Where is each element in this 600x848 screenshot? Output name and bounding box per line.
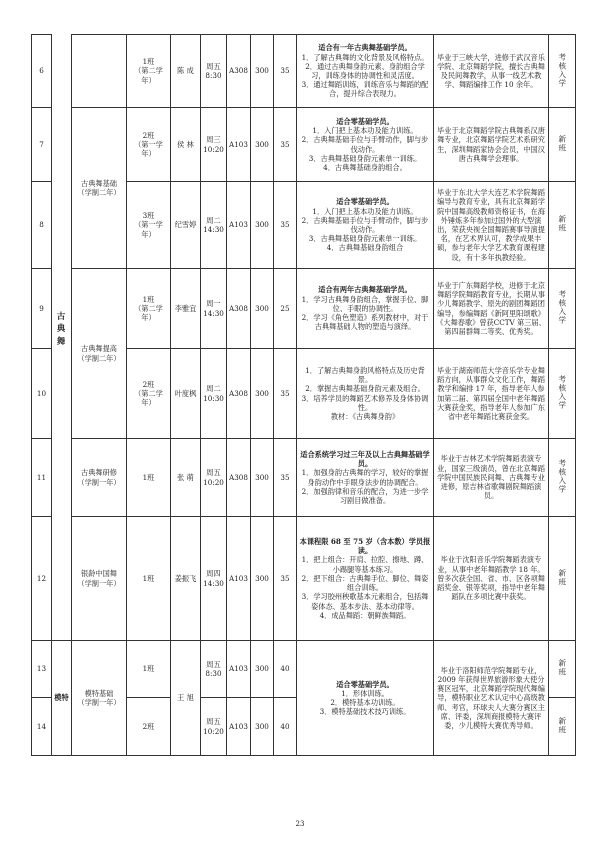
- description-line: 2．学习《角色塑造》系列教材中，对于古典舞基础人物的塑造与演绎。: [301, 313, 429, 332]
- description-cell: [297, 269, 434, 349]
- course-table: [31, 34, 576, 756]
- description-line: 3．通过舞蹈训练，训练音乐与舞蹈的配合，提升综合表现力。: [301, 80, 429, 99]
- table-row: [32, 35, 576, 108]
- description-line: 3．培养学员的舞蹈艺术修养及身体协调性。: [301, 393, 429, 412]
- description-cell: [297, 517, 434, 641]
- status-cell: [549, 35, 576, 108]
- category-label: [53, 311, 69, 348]
- time-hour: 14:30: [203, 308, 224, 318]
- description-line: 2．掌握古典舞基础身韵元素及组合。: [305, 384, 425, 394]
- class-name: 2班: [142, 130, 155, 140]
- course-duration: （学制二年）: [77, 353, 121, 363]
- time-cell: [201, 698, 227, 756]
- time-cell: [201, 108, 227, 182]
- class-year: （第二学年）: [134, 303, 163, 323]
- course-duration: （学制一年）: [77, 477, 121, 487]
- time-day: 周五: [206, 717, 221, 727]
- count-cell: 35: [274, 439, 297, 517]
- course-name: 古典舞研修: [81, 468, 117, 478]
- description-line: 1．加强身韵古典舞的学习，较好的掌握身韵动作中手眼身法步的协调配合。: [301, 468, 429, 487]
- count-cell: 35: [274, 35, 297, 108]
- status-cell: [549, 439, 576, 517]
- description-line: 1．了解古典舞身韵风格特点及历史背景。: [305, 365, 425, 385]
- course-cell: [72, 641, 127, 756]
- description-line: 适合零基础学员。: [336, 116, 394, 126]
- room-cell: A103: [227, 641, 251, 698]
- time-hour: 8:30: [205, 669, 222, 678]
- teacher-cell: 陈 成: [171, 35, 201, 108]
- class-cell: [127, 641, 171, 698]
- row-number: 9: [32, 269, 52, 349]
- description-line: 适合零基础学员。: [336, 197, 394, 207]
- status-label: 新班: [557, 716, 567, 734]
- class-name: 1班: [142, 573, 155, 583]
- count-cell: 35: [274, 182, 297, 269]
- description-line: 4．古典舞基础身韵组合。: [323, 162, 407, 172]
- teacher-bio-cell: 毕业于广东舞蹈学校，进修于北京舞蹈学院舞蹈教育专业，长期从事少儿舞蹈教学、原先的剧团舞蹈团编导，参编舞蹈《新阿里阳颂歌》《大舞春歌》曾获CCTV 第三届、第四届群舞二等奖、优秀奖。: [434, 269, 549, 349]
- class-year: （第一学年）: [134, 220, 163, 239]
- fee-cell: 300: [251, 698, 274, 756]
- time-hour: 14:30: [203, 578, 224, 588]
- course-duration: （学制一年）: [77, 578, 121, 588]
- room-cell: A308: [227, 269, 251, 349]
- class-cell: [127, 698, 171, 756]
- status-label: 新班: [557, 134, 567, 152]
- description-line: 2．古典舞基础手位与手臂动作，脚与步伐动作。: [301, 215, 429, 234]
- status-label: 考核入学: [557, 52, 567, 88]
- description-line: 1．把上组合：开肩、拉腔、擦地、蹲、小踢腿等基本练习。: [301, 555, 429, 574]
- category-cell: [52, 641, 72, 756]
- description-cell: [297, 439, 434, 517]
- class-name: 1班: [142, 294, 155, 304]
- description-cell: [297, 108, 434, 182]
- description-line: 1．学习古典舞身韵组合，掌握手位、脚位、手眼的协调性。: [301, 294, 429, 313]
- time-hour: 10:20: [203, 144, 224, 154]
- description-line: 2．把下组合：古典舞手位、脚位、舞姿组合训练。: [301, 573, 429, 593]
- status-cell: [549, 517, 576, 641]
- class-cell: [127, 439, 171, 517]
- time-day: 周五: [206, 468, 221, 478]
- description-line: 2．古典舞基础手位与手臂动作，脚与步伐动作。: [301, 135, 429, 154]
- course-duration: （学制二年）: [77, 188, 121, 197]
- status-label: 新班: [557, 568, 567, 586]
- count-cell: 40: [274, 698, 297, 756]
- fee-cell: 300: [251, 269, 274, 349]
- description-cell: [297, 641, 434, 756]
- description-line: 适合有一年古典舞基础学员。: [318, 43, 412, 53]
- category-label: 模特: [54, 693, 69, 703]
- fee-cell: 300: [251, 182, 274, 269]
- teacher-bio-cell: 毕业于湖南师范大学音乐学专业舞蹈方向，从事群众文化工作，舞蹈教学和编排 17 年，指导老年人参加第二届、第四届全国中老年舞蹈大赛获金奖，指导老年人参加广东省中老年舞蹈比赛获金奖。: [434, 349, 549, 439]
- time-day: 周一: [206, 299, 221, 309]
- room-cell: A103: [227, 698, 251, 756]
- status-cell: [549, 349, 576, 439]
- description-line: 1．形体训练。: [341, 688, 389, 698]
- status-label: 考核入学: [557, 290, 567, 325]
- table-row: [32, 439, 576, 517]
- time-cell: [201, 35, 227, 108]
- status-cell: [549, 182, 576, 269]
- count-cell: 25: [274, 269, 297, 349]
- class-cell: [127, 108, 171, 182]
- status-label: 考核入学: [557, 459, 567, 494]
- room-cell: A103: [227, 182, 251, 269]
- row-number: 13: [32, 641, 52, 698]
- row-number: 8: [32, 182, 52, 269]
- class-year: （第一学年）: [134, 139, 163, 159]
- teacher-cell: 王 旭: [171, 641, 201, 756]
- time-day: 周二: [206, 384, 221, 394]
- course-cell: [72, 108, 127, 269]
- teacher-bio-cell: 毕业于洛阳师范学院舞蹈专业，2009 年获得世界旅游形象大使分赛区冠军，北京舞蹈学院现代舞编导，模特职业艺术认定中心高级教师、考官，环球夫人大赛分赛区主席、评委，深圳商报模特大赛评委，少儿模特大赛优秀导师。: [434, 641, 549, 756]
- fee-cell: 300: [251, 439, 274, 517]
- description-cell: [297, 349, 434, 439]
- time-cell: [201, 349, 227, 439]
- time-hour: 14:30: [203, 225, 224, 234]
- class-year: （第二学年）: [134, 66, 163, 85]
- time-day: 周五: [206, 61, 221, 71]
- time-hour: 10:20: [203, 726, 224, 736]
- description-line: 适合零基础学员。: [336, 679, 394, 689]
- class-cell: [127, 269, 171, 349]
- status-cell: [549, 108, 576, 182]
- fee-cell: 300: [251, 349, 274, 439]
- room-cell: A103: [227, 517, 251, 641]
- description-line: 3．模特基础技术技巧训练。: [319, 707, 411, 717]
- class-cell: [127, 517, 171, 641]
- description-line: 1．入门把上基本功及能力训练。: [312, 206, 418, 216]
- table-row: [32, 269, 576, 349]
- time-cell: [201, 182, 227, 269]
- row-number: 11: [32, 439, 52, 517]
- status-label: 考核入学: [557, 375, 567, 410]
- row-number: 7: [32, 108, 52, 182]
- course-name: 银龄中国舞: [81, 569, 117, 579]
- teacher-cell: 姜振飞: [171, 517, 201, 641]
- teacher-bio-cell: 毕业于吉林艺术学院舞蹈表演专业，国家三级演员，曾在北京舞蹈学院中国民族民间舞、古典舞专业进修，原吉林省歌舞剧院舞蹈演员。: [434, 439, 549, 517]
- table-row: [32, 641, 576, 698]
- class-name: 1班: [142, 664, 155, 674]
- class-year: （第二学年）: [134, 388, 163, 408]
- course-cell: [72, 35, 127, 108]
- description-cell: [297, 182, 434, 269]
- row-number: 14: [32, 698, 52, 756]
- page-number: 23: [295, 820, 305, 828]
- description-line: 2．加强韵律和音乐的配合，为进一步学习剧目做准备。: [301, 486, 429, 505]
- course-duration: （学制一年）: [77, 698, 121, 707]
- status-label: 新班: [557, 215, 567, 233]
- status-label: 新班: [557, 659, 567, 677]
- time-day: 周二: [206, 215, 221, 225]
- time-cell: [201, 439, 227, 517]
- course-name: 古典舞提高: [81, 344, 117, 354]
- description-line: 4．成品舞蹈：朝鲜族舞蹈。: [319, 610, 411, 620]
- class-name: 2班: [142, 721, 155, 731]
- class-cell: [127, 182, 171, 269]
- status-cell: [549, 269, 576, 349]
- description-line: 2．模特基本功训练。: [330, 698, 400, 707]
- course-cell: [72, 439, 127, 517]
- room-cell: A103: [227, 108, 251, 182]
- teacher-bio-cell: 毕业于东北大学大连艺术学院舞蹈编导与教育专业，具有北京舞蹈学院中国舞高级教师资格证书，在海外锤炼多年参加过国外的大型演出，荣获央视全国舞蹈赛事导演提名，在艺术界认可，教学成果丰硕，参与老年大学艺术教育课程建设，有十多年执教经验。: [434, 182, 549, 269]
- description-line: 3．学习胶州秧歌基本元素组合，包括舞姿体态、基本步法、基本动律等。: [301, 592, 429, 611]
- time-day: 周四: [206, 569, 221, 579]
- table-row: [32, 517, 576, 641]
- description-line: 3．古典舞基础身韵元素单一训练。: [308, 234, 422, 244]
- description-line: 本课程限 68 至 75 岁（含本数）学员报读。: [299, 537, 431, 556]
- class-name: 1班: [142, 57, 155, 67]
- description-line: 教材：《古典舞身韵》: [330, 411, 400, 421]
- course-cell: [72, 517, 127, 641]
- description-line: 适合有两年古典舞基础学员。: [318, 285, 412, 295]
- time-cell: [201, 269, 227, 349]
- description-line: 1．了解古典舞的文化背景及风格特点。: [301, 52, 429, 62]
- room-cell: A308: [227, 349, 251, 439]
- course-cell: [72, 269, 127, 439]
- count-cell: 40: [274, 641, 297, 698]
- description-line: 4．古典舞基础身韵组合: [326, 243, 404, 253]
- time-day: 周五: [206, 659, 221, 669]
- description-line: 3．古典舞基础身韵元素单一训练。: [308, 153, 422, 163]
- row-number: 12: [32, 517, 52, 641]
- count-cell: 35: [274, 517, 297, 641]
- teacher-cell: 叶度枫: [171, 349, 201, 439]
- room-cell: A308: [227, 439, 251, 517]
- count-cell: 35: [274, 108, 297, 182]
- class-cell: [127, 35, 171, 108]
- class-cell: [127, 349, 171, 439]
- teacher-cell: 李雅宜: [171, 269, 201, 349]
- teacher-bio-cell: 毕业于沈阳音乐学院舞蹈表演专业，从事中老年舞蹈教学 18 年。曾多次获全国、省、市、区各项舞蹈奖金、银等奖项，指导中老年舞蹈队在多项比赛中获奖。: [434, 517, 549, 641]
- time-hour: 8:30: [205, 71, 222, 80]
- teacher-cell: 张 萌: [171, 439, 201, 517]
- time-day: 周三: [206, 135, 221, 145]
- class-name: 3班: [142, 211, 155, 221]
- time-hour: 10:20: [203, 477, 224, 487]
- teacher-bio-cell: 毕业于三峡大学，进修于武汉音乐学院、北京舞蹈学院，擅长古典舞及民间舞教学，从事一线艺术教学、舞蹈编排工作 10 余年。: [434, 35, 549, 108]
- row-number: 10: [32, 349, 52, 439]
- count-cell: 35: [274, 349, 297, 439]
- course-name: 古典舞基础: [81, 178, 117, 188]
- table-row: [32, 108, 576, 182]
- fee-cell: 300: [251, 35, 274, 108]
- row-number: 6: [32, 35, 52, 108]
- class-name: 1班: [142, 472, 155, 482]
- category-label-text: 古典舞: [56, 312, 66, 347]
- teacher-bio-cell: 毕业于北京舞蹈学院古典舞系汉唐舞专业，北京舞蹈学院艺术系研究生，深圳舞蹈家协会会员，中国汉唐古典舞学会理事。: [434, 108, 549, 182]
- description-line: 1．入门把上基本功及能力训练。: [312, 126, 418, 136]
- teacher-cell: 侯 林: [171, 108, 201, 182]
- description-cell: [297, 35, 434, 108]
- description-line: 2．通过古典舞身韵元素、身韵组合学习，训练身体的协调性和灵活度。: [305, 61, 425, 80]
- description-line: 适合系统学习过三年及以上古典舞基础学员。: [300, 449, 430, 469]
- class-name: 2班: [142, 379, 155, 389]
- time-cell: [201, 641, 227, 698]
- teacher-cell: 纪雪婷: [171, 182, 201, 269]
- fee-cell: 300: [251, 108, 274, 182]
- fee-cell: 300: [251, 641, 274, 698]
- time-cell: [201, 517, 227, 641]
- status-cell: [549, 641, 576, 698]
- room-cell: A308: [227, 35, 251, 108]
- time-hour: 10:30: [203, 393, 224, 403]
- status-cell: [549, 698, 576, 756]
- fee-cell: 300: [251, 517, 274, 641]
- course-name: 模特基础: [84, 688, 114, 698]
